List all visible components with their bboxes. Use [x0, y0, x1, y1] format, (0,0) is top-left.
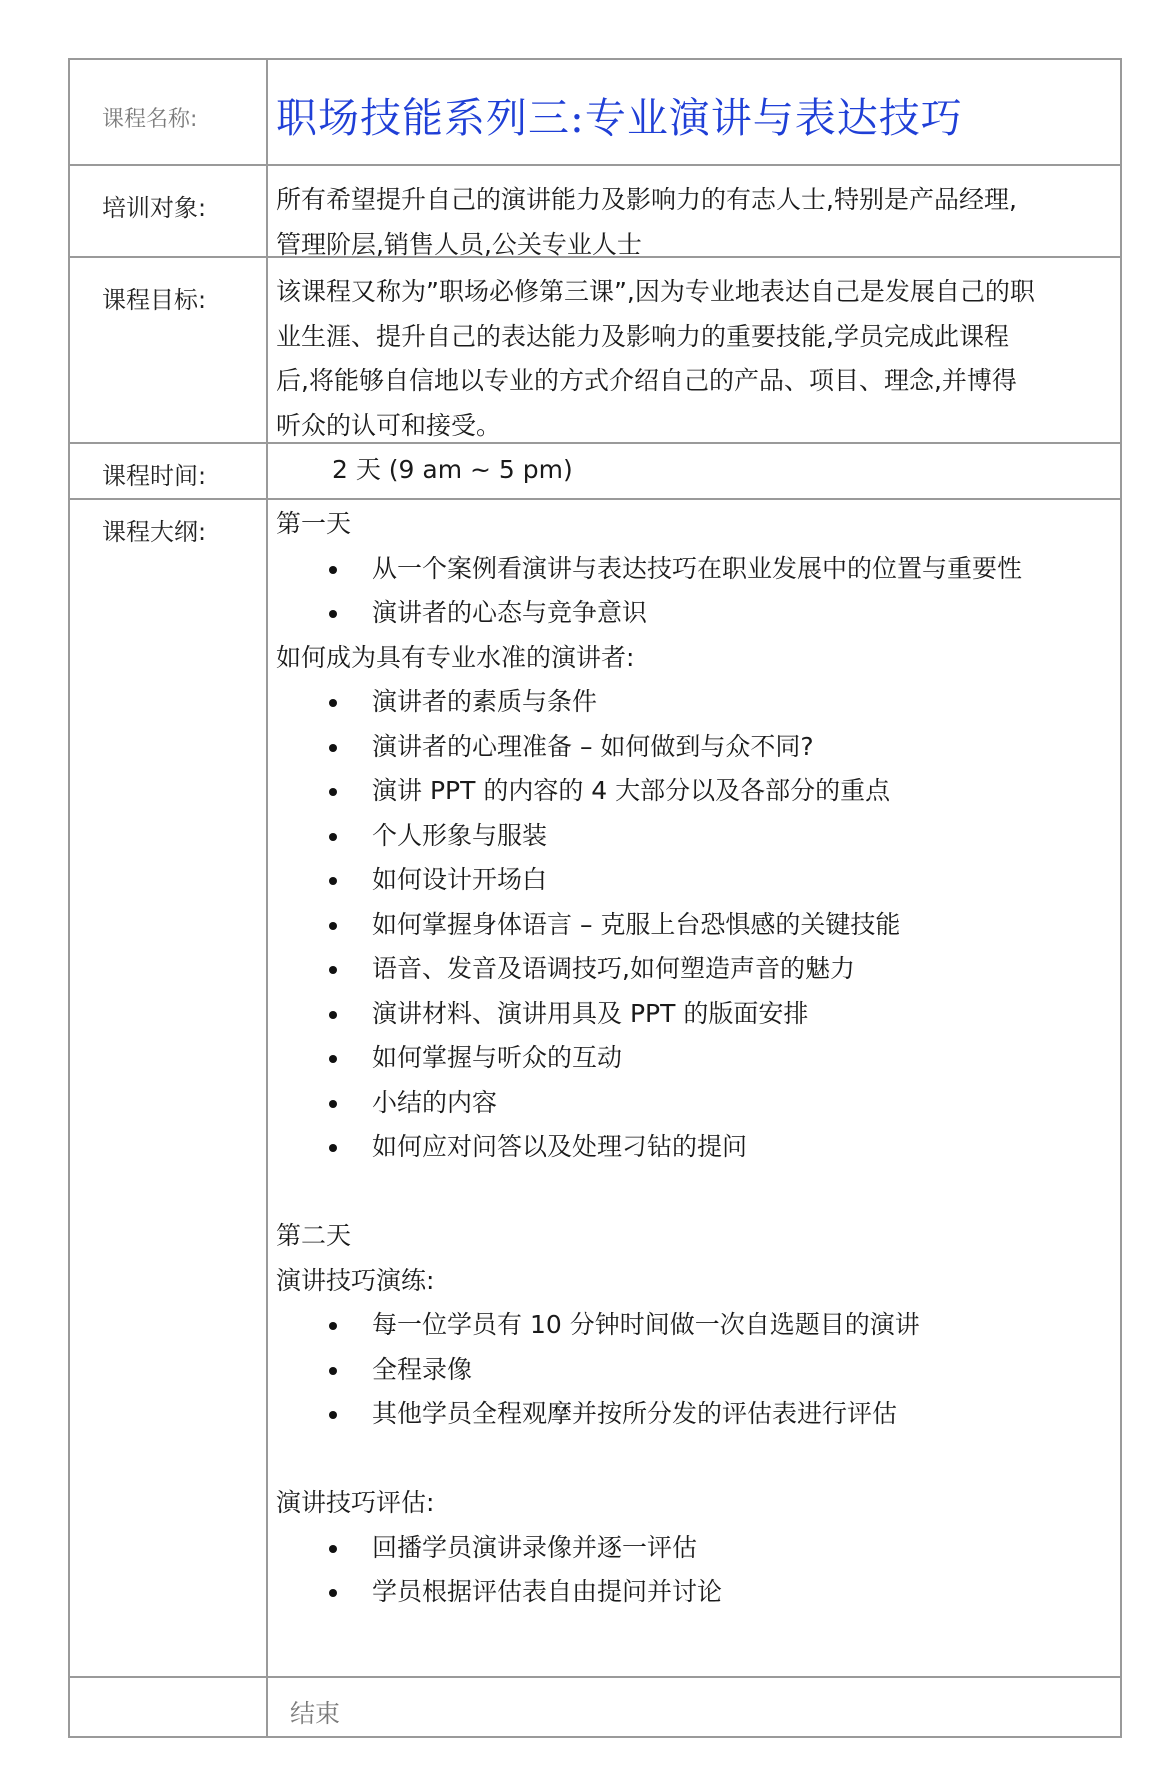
footer-row [70, 1678, 1120, 1736]
day1-section-list [276, 680, 1106, 1170]
list-item: 全程录像 [276, 1348, 1106, 1393]
practice-list [276, 1303, 1106, 1437]
course-name-label: 课程名称: [70, 60, 268, 164]
list-item: 每一位学员有 10 分钟时间做一次自选题目的演讲 [276, 1303, 1106, 1348]
list-item: 小结的内容 [276, 1081, 1106, 1126]
target-row [70, 166, 1120, 258]
footer-label [70, 1678, 268, 1736]
day2-heading: 第二天 [276, 1221, 352, 1250]
list-item: 如何设计开场白 [276, 858, 1106, 903]
list-item: 其他学员全程观摩并按所分发的评估表进行评估 [276, 1392, 1106, 1437]
list-item: 语音、发音及语调技巧,如何塑造声音的魅力 [276, 947, 1106, 992]
objective-line: 业生涯、提升自己的表达能力及影响力的重要技能,学员完成此课程 [276, 321, 1009, 351]
objective-line: 听众的认可和接受。 [276, 410, 502, 440]
spacer [276, 1437, 1106, 1482]
outline-row [70, 500, 1120, 1678]
duration-row [70, 444, 1120, 500]
practice-heading: 演讲技巧演练: [276, 1265, 435, 1295]
list-item: 回播学员演讲录像并逐一评估 [276, 1526, 1106, 1571]
list-item: 演讲者的素质与条件 [276, 680, 1106, 725]
end-text: 结束 [290, 1699, 341, 1728]
course-table [68, 58, 1122, 1738]
evaluation-heading: 演讲技巧评估: [276, 1488, 435, 1517]
objective-line: 该课程又称为”职场必修第三课”,因为专业地表达自己是发展自己的职 [276, 277, 1035, 306]
target-label: 培训对象: [70, 166, 268, 256]
list-item: 从一个案例看演讲与表达技巧在职业发展中的位置与重要性 [276, 547, 1106, 592]
course-name-row [70, 60, 1120, 166]
objective-content [270, 258, 1120, 442]
target-line: 所有希望提升自己的演讲能力及影响力的有志人士,特别是产品经理, [276, 185, 1017, 214]
duration-value: 2 天 (9 am ~ 5 pm) [332, 455, 573, 484]
spacer [276, 1170, 1106, 1215]
list-item: 个人形象与服装 [276, 814, 1106, 859]
list-item: 演讲者的心理准备 – 如何做到与众不同? [276, 725, 1106, 770]
evaluation-list [276, 1526, 1106, 1615]
list-item: 如何应对问答以及处理刁钻的提问 [276, 1125, 1106, 1170]
list-item: 演讲材料、演讲用具及 PPT 的版面安排 [276, 992, 1106, 1037]
list-item: 演讲 PPT 的内容的 4 大部分以及各部分的重点 [276, 769, 1106, 814]
list-item: 演讲者的心态与竞争意识 [276, 591, 1106, 636]
duration-label: 课程时间: [70, 444, 268, 498]
day1-section-heading: 如何成为具有专业水准的演讲者: [276, 642, 635, 672]
objective-label: 课程目标: [70, 258, 268, 442]
outline-label: 课程大纲: [70, 500, 268, 1676]
target-line: 管理阶层,销售人员,公关专业人士 [276, 229, 642, 259]
course-title: 职场技能系列三:专业演讲与表达技巧 [276, 94, 963, 142]
target-content [270, 166, 1120, 259]
day1-intro-list [276, 547, 1106, 636]
day1-heading: 第一天 [276, 509, 352, 538]
list-item: 学员根据评估表自由提问并讨论 [276, 1570, 1106, 1615]
list-item: 如何掌握与听众的互动 [276, 1036, 1106, 1081]
outline-content [270, 500, 1120, 1676]
list-item: 如何掌握身体语言 – 克服上台恐惧感的关键技能 [276, 903, 1106, 948]
objective-line: 后,将能够自信地以专业的方式介绍自己的产品、项目、理念,并博得 [276, 366, 1017, 395]
objective-row [70, 258, 1120, 444]
